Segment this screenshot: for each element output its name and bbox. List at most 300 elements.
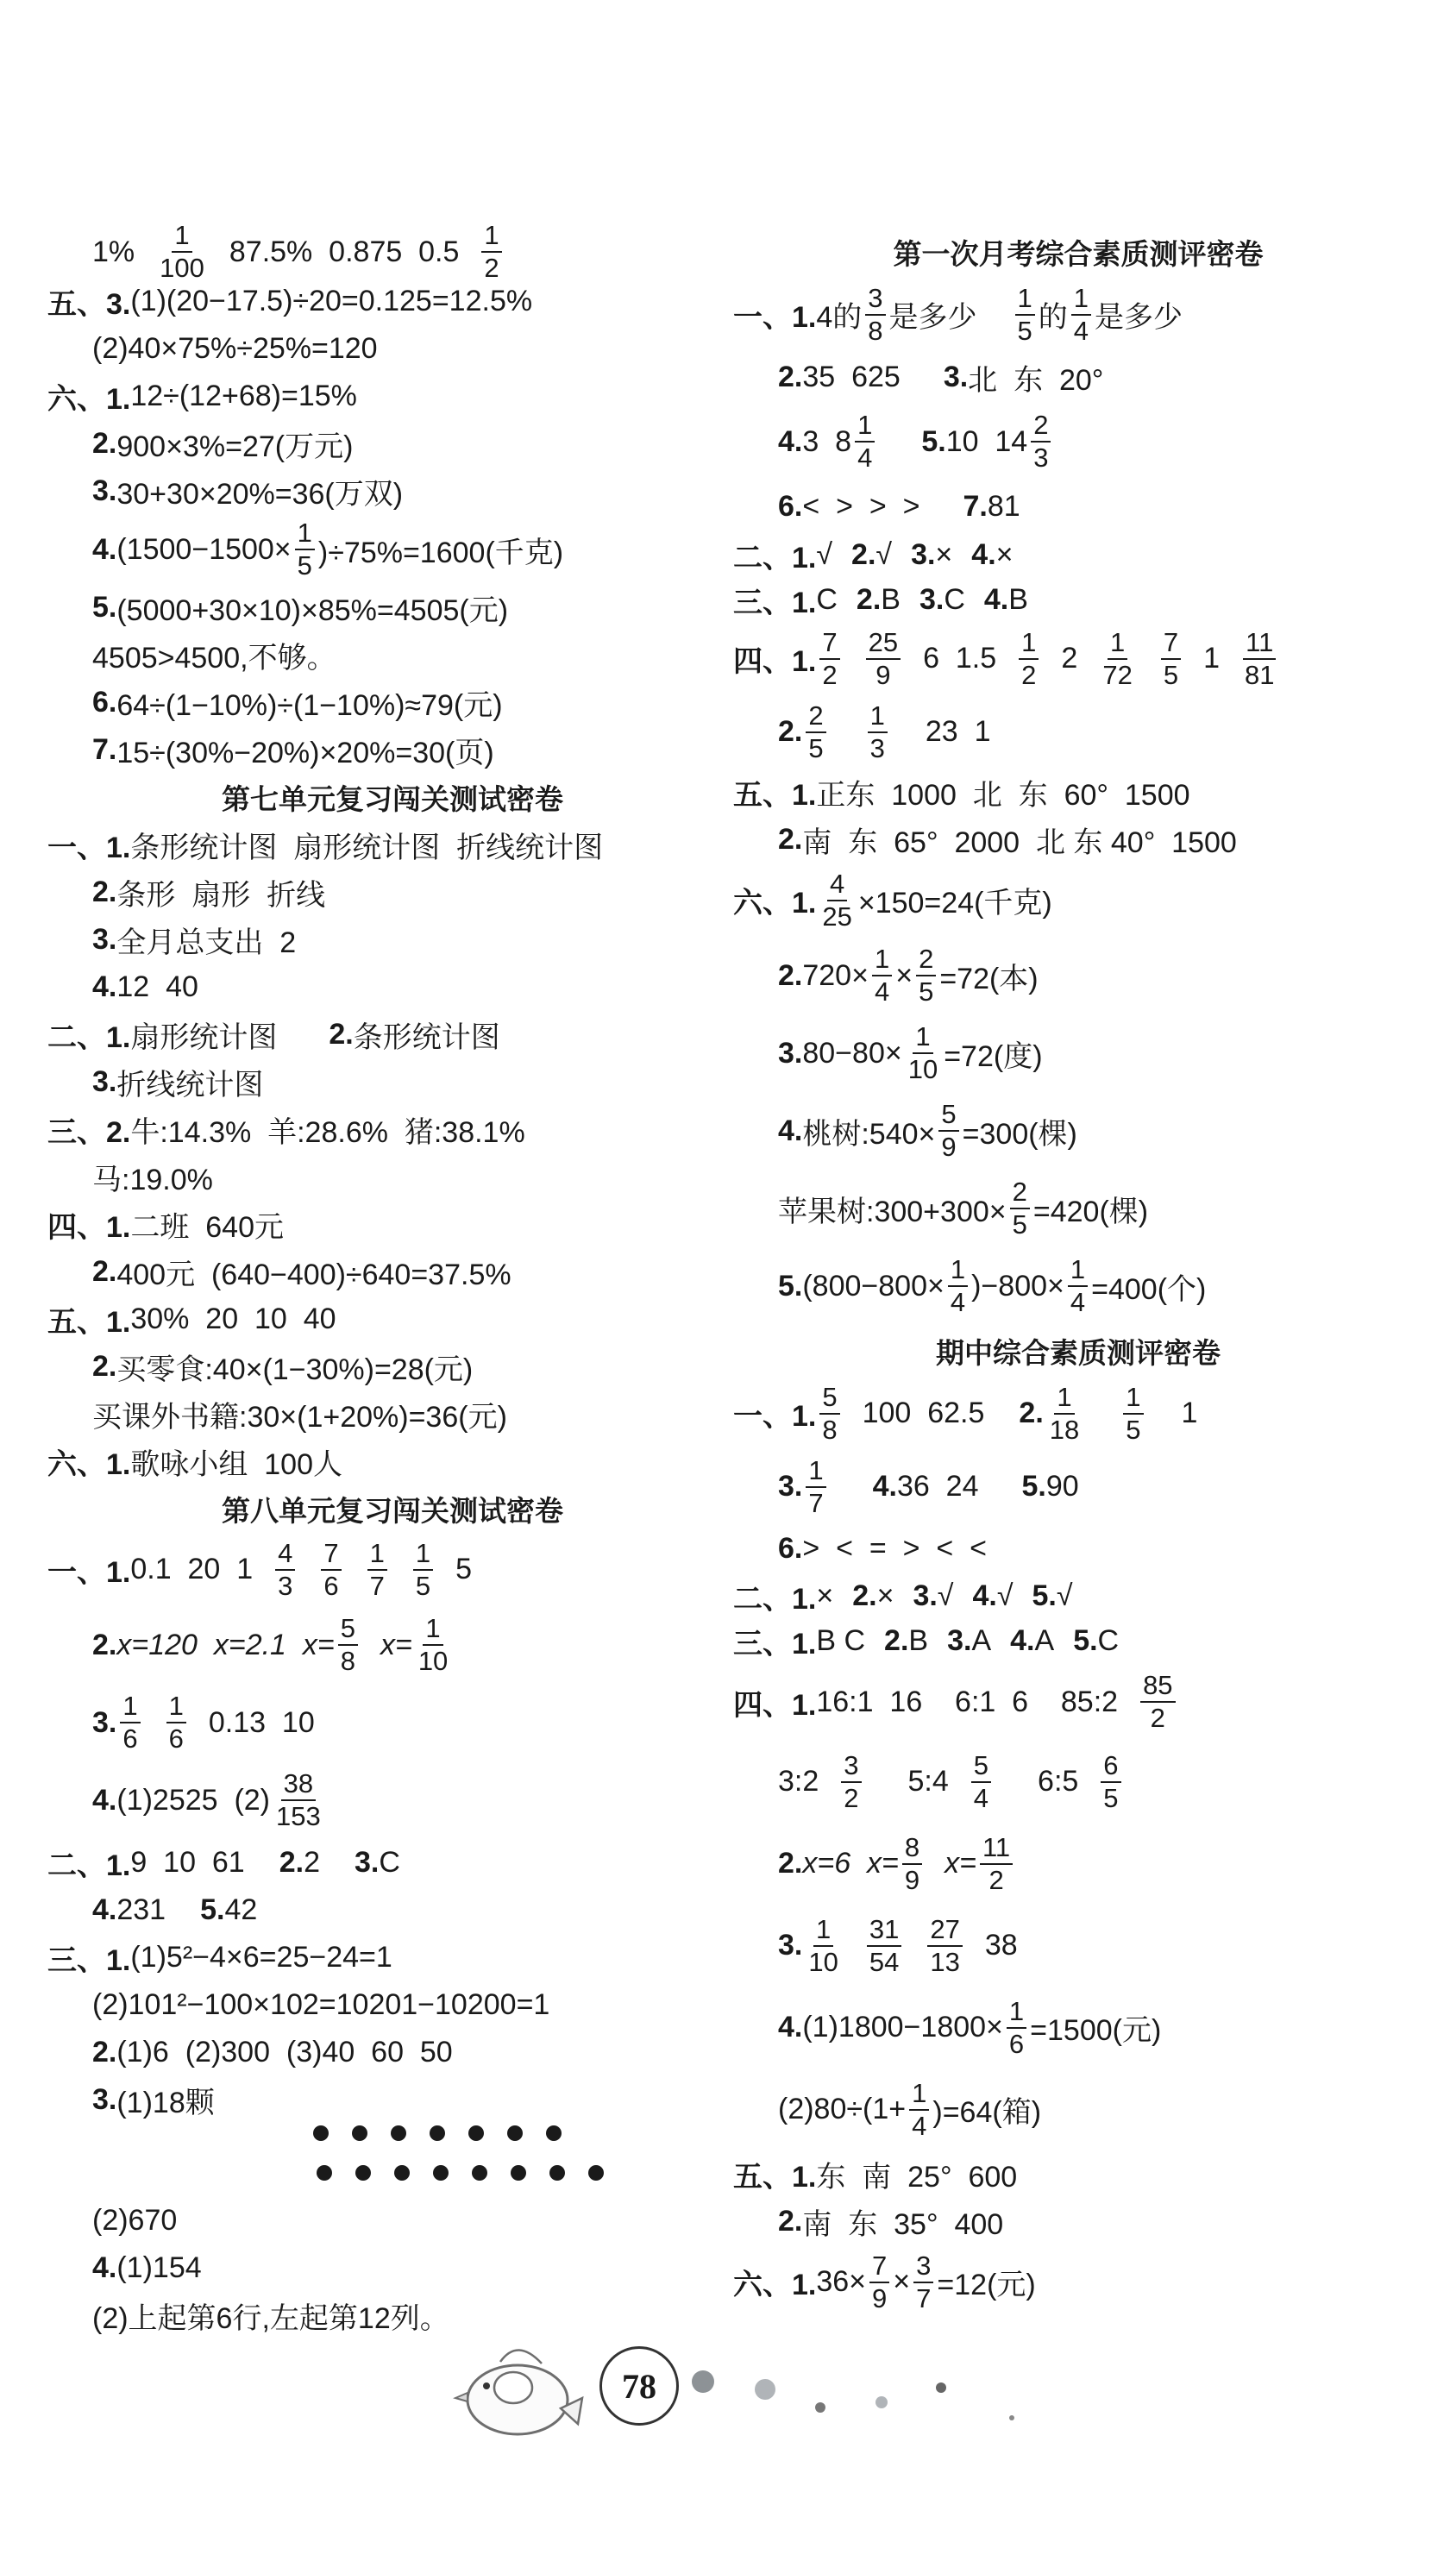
answer-line [733,532,1423,577]
answer-text: (1)(20−17.5)÷20=0.125=12.5% [130,285,533,317]
answer-line [47,916,737,964]
fraction: $\frac{11}{2}$ [980,1832,1013,1896]
question-label: 3. [778,1036,803,1070]
answer-line [733,1170,1423,1247]
fraction: $\frac{8}{9}$ [902,1832,922,1896]
answer-line [47,1248,737,1296]
answer-text: (1)6 (2)300 (3)40 60 50 [116,2036,453,2068]
answer-text: 苹果树:300+300× [778,1195,1007,1228]
answer-text: 3 8 [802,424,852,458]
answer-text: 0.1 20 1 [130,1553,254,1585]
answer-line [47,2197,737,2244]
answer-line [47,1981,737,2029]
question-label: 4. [92,1783,117,1817]
answer-text: (1)154 [116,2251,202,2284]
question-label: 五、1. [733,779,817,812]
answer-line [47,726,737,774]
answer-text: (1)18颗 [116,2087,215,2119]
question-label: 六、1. [47,383,131,416]
fraction: 5 8 [819,1382,839,1446]
question-label: 2. [856,582,882,616]
answer-text: 23 1 [925,715,991,748]
answer-line [733,1092,1423,1170]
answer-text: √ [996,1579,1014,1612]
answer-text: (2)670 [92,2204,178,2237]
dot [352,2125,367,2141]
question-label: 5. [200,1893,225,1926]
answer-text: 马:19.0% [92,1164,213,1196]
question-label: 2. [884,1623,909,1657]
answer-line [47,1438,737,1485]
dot [313,2125,329,2141]
fraction: $\frac{2}{5}$ [1010,1177,1030,1240]
dot [549,2165,565,2181]
answer-line [47,1011,737,1058]
question-label: 4. [778,424,803,458]
answer-line [733,769,1423,816]
answer-text: =420(棵) [1032,1195,1149,1228]
fraction: 1 5 [1123,1382,1143,1446]
section-heading: 第八单元复习闯关测试密卷 [222,1495,563,1527]
question-label: 5. [1073,1623,1098,1657]
answer-text: (1)5²−4×6=25−24=1 [130,1941,392,1974]
answer-text: x= [945,1847,976,1880]
answer-line [47,1533,737,1606]
answer-text: =1500(元) [1030,2014,1162,2047]
answer-text: =72(本) [939,962,1039,995]
answer-text: × [816,1579,834,1612]
fraction: $\frac{7}{9}$ [869,2251,889,2314]
answer-text: 30% 20 10 40 [130,1303,336,1335]
fraction: 7 2 [819,627,839,691]
answer-line [733,2068,1423,2150]
answer-text: 64÷(1−10%)÷(1−10%)≈79(元) [116,689,503,722]
answer-line [47,373,737,420]
answer-line [733,1618,1423,1663]
question-label: 4. [872,1470,897,1503]
fraction: 85 2 [1140,1670,1175,1734]
answer-text: 36× [816,2265,867,2298]
answer-line [47,1886,737,1934]
answer-text: 的 [1038,301,1068,334]
fraction: 2 5 [806,700,825,764]
answer-line [47,1761,737,1839]
fraction: 25 9 [866,627,901,691]
question-label: 3. [778,1929,803,1962]
answer-text: 北 东 20° [968,363,1104,397]
question-label: 2. [92,427,117,460]
question-label: 2. [92,876,117,908]
question-label: 3. [92,1705,117,1739]
question-label: 6. [92,686,117,719]
answer-text: 12 40 [116,970,198,1003]
question-label: 4. [92,2251,117,2284]
answer-text: √ [875,537,893,571]
fraction: 1 6 [120,1691,140,1755]
answer-text: B [1008,582,1028,616]
answer-line [733,1663,1423,1741]
decoration-dot [936,2382,946,2393]
fraction: 1 7 [806,1455,825,1519]
answer-text: (2)80÷(1+ [778,2093,907,2125]
question-label: 6. [778,1531,803,1565]
question-label: 2. [92,1628,117,1661]
fraction: 1 5 [1015,283,1035,347]
answer-line [47,278,737,325]
answer-text: 720× [802,958,869,992]
answer-line [47,1058,737,1106]
answer-text: 条形 扇形 折线 [116,879,326,912]
answer-text: C [379,1846,400,1879]
answer-text: 42 [224,1893,258,1926]
answer-text: 桃树:540× [802,1117,936,1151]
answer-text: < > > > [802,489,920,523]
question-label: 2. [92,1350,117,1383]
answer-text: A [971,1623,992,1657]
fraction: 1 4 [855,410,875,474]
answer-text: 牛:14.3% 羊:28.6% 猪:38.1% [130,1116,525,1149]
question-label: 二、1. [733,1582,817,1616]
answer-line [47,584,737,631]
answer-text: 买课外书籍:30×(1+20%)=36(元) [92,1401,507,1434]
answer-text: 87.5% 0.875 0.5 [229,235,460,268]
dot [468,2125,484,2141]
answer-text: C [944,582,965,616]
answer-line [47,1343,737,1390]
fraction: 1 10 [808,1913,838,1977]
dot [355,2165,371,2181]
decoration-dot [875,2396,888,2408]
answer-text: =400(个) [1091,1272,1207,1306]
answer-line [47,1684,737,1761]
question-label: 2. [329,1018,354,1051]
dot [433,2165,449,2181]
question-label: 2. [778,2205,803,2238]
answer-text: 90 [1045,1470,1079,1503]
dot [394,2165,410,2181]
fraction: 1 3 [868,700,888,764]
fraction: 11 81 [1245,626,1275,690]
page-footer [449,2329,1052,2458]
question-label: 4. [778,1114,803,1147]
answer-text: =300(棵) [962,1117,1077,1151]
dot [391,2125,406,2141]
answer-line [733,2198,1423,2245]
answer-text: 正东 1000 北 东 60° 1500 [816,779,1190,812]
answer-text: x= [380,1628,412,1661]
answer-text: 6:5 [1038,1765,1079,1798]
answer-text: 南 东 65° 2000 北 东 40° 1500 [802,826,1237,859]
question-label: 4. [92,970,117,1003]
answer-text: 12÷(12+68)=15% [130,380,357,412]
answer-line [47,679,737,726]
answer-text: (1500−1500× [116,532,292,566]
fraction: $\frac{3}{7}$ [913,2251,933,2314]
question-label: 3. [92,474,117,507]
fraction: 1 2 [1019,627,1039,691]
answer-text: 900×3%=27(万元) [116,430,354,463]
dot [588,2165,604,2181]
dot-figure [47,2124,737,2197]
answer-text: 5 [455,1553,473,1585]
answer-text: 4的 [816,301,863,334]
answer-text: √ [1056,1579,1073,1612]
answer-line [47,1201,737,1248]
answer-line [733,1741,1423,1823]
question-label: 5. [1021,1470,1046,1503]
answer-line [47,2244,737,2292]
question-label: 5. [921,424,946,458]
answer-text: 东 南 25° 600 [816,2161,1018,2194]
dot [472,2165,487,2181]
question-label: 7. [92,733,117,766]
answer-line [733,1573,1423,1618]
answer-line [733,2245,1423,2319]
question-label: 2. [851,537,876,571]
question-label: 2. [778,715,803,748]
answer-text: 80−80× [802,1036,902,1070]
question-label: 三、1. [733,1627,817,1660]
answer-text: × [935,537,953,571]
answer-line [47,1390,737,1438]
answer-line [733,1905,1423,1987]
fraction: $\frac{5}{9}$ [938,1099,958,1163]
answer-line [733,351,1423,403]
answer-line [733,278,1423,351]
fraction: $\frac{1}{10}$ [907,1021,938,1084]
fraction: 1 7 [367,1538,387,1602]
question-label: 二、1. [733,541,817,574]
answer-text: 2 [1061,642,1078,675]
page-number: 78 [599,2346,679,2426]
answer-text: 38 [984,1929,1018,1962]
answer-line [733,622,1423,695]
answer-line [47,468,737,515]
fraction: 27 13 [927,1914,962,1978]
answer-text: B C [816,1623,866,1657]
question-label: 三、2. [47,1116,131,1149]
fraction: 31 54 [867,1914,901,1978]
answer-text: 南 东 35° 400 [802,2208,1004,2241]
fraction: 2 3 [1031,410,1051,474]
question-label: 四、1. [47,1211,131,1244]
answer-text: 3:2 [778,1765,819,1798]
question-label: 一、1. [47,1556,131,1589]
fraction: $\frac{1}{4}$ [872,944,892,1008]
answer-text: 15÷(30%−20%)×20%=30(页) [116,737,494,769]
answer-text: 400元 (640−400)÷640=37.5% [116,1259,511,1291]
answer-line [733,1987,1423,2068]
answer-text: 条形统计图 扇形统计图 折线统计图 [130,832,604,864]
section-heading: 第一次月考综合素质测评密卷 [893,237,1264,270]
fraction: $\frac{5}{8}$ [338,1613,358,1677]
answer-text: (2)40×75%÷25%=120 [92,332,378,365]
answer-text: x=120 x=2.1 x= [116,1628,335,1661]
dot [430,2125,445,2141]
answer-text: (2)101²−100×102=10201−10200=1 [92,1988,550,2021]
answer-text: ×150=24(千克) [857,887,1052,920]
dot [546,2125,562,2141]
question-label: 六、1. [47,1448,131,1481]
question-label: 3. [92,2083,117,2116]
fraction: $\frac{1}{5}$ [295,518,315,581]
answer-text: 条形统计图 [353,1021,500,1054]
question-label: 3. [919,582,945,616]
answer-text: 81 [987,489,1020,523]
answer-line [733,937,1423,1014]
fraction: $\frac{2}{5}$ [916,944,936,1008]
answer-text: 4505>4500,不够。 [92,642,336,675]
answer-text: × [995,537,1014,571]
answer-line [733,1823,1423,1905]
answer-text: 100 62.5 [862,1397,985,1429]
answer-text: 扇形统计图 [130,1021,278,1054]
answer-text: 全月总支出 2 [116,926,297,959]
question-label: 3. [943,360,969,393]
fraction: 1 18 [1049,1381,1080,1445]
fraction: $\frac{1}{10}$ [417,1613,449,1676]
answer-text: × [895,958,913,992]
answer-line [733,1450,1423,1523]
bird-icon [449,2329,587,2450]
answer-text: 买零食:40×(1−30%)=28(元) [116,1353,474,1386]
question-label: 4. [972,1579,997,1612]
question-label: 四、1. [733,1688,817,1722]
question-label: 2. [778,360,803,393]
decoration-dot [815,2402,825,2413]
answer-line [47,2029,737,2076]
answer-line [47,1296,737,1343]
question-label: 4. [971,537,996,571]
answer-line [47,2076,737,2124]
question-label: 6. [778,489,803,523]
question-label: 3. [913,1579,938,1612]
question-label: 一、1. [47,832,131,864]
answer-text: )=64(箱) [932,2096,1042,2129]
answer-text: √ [816,537,833,571]
answer-line [733,863,1423,937]
answer-text: √ [937,1579,954,1612]
fraction: $\frac{4}{25}$ [822,868,852,932]
question-label: 一、1. [733,301,817,334]
question-label: 2. [852,1579,877,1612]
right-column [733,226,1423,2319]
fraction: $\frac{1}{6}$ [1007,1996,1026,2060]
dot [511,2165,526,2181]
answer-text: 是多少 [888,301,977,334]
answer-text: × [893,2265,911,2298]
question-label: 五、1. [47,1306,131,1339]
answer-text: x=6 x= [802,1847,899,1880]
answer-text: A [1034,1623,1055,1657]
answer-line [47,869,737,916]
answer-line [47,964,737,1011]
question-label: 3. [947,1623,972,1657]
question-label: 2. [92,1255,117,1288]
question-label: 5. [92,591,117,624]
answer-text: =12(元) [937,2269,1036,2301]
dot [507,2125,523,2141]
answer-line [733,577,1423,622]
question-label: 一、1. [733,1400,817,1433]
answer-line [47,220,737,283]
answer-text: 0.13 10 [208,1705,315,1739]
answer-text: 35 625 [802,360,901,393]
question-label: 六、1. [733,887,817,920]
question-label: 五、1. [733,2161,817,2194]
answer-text: 歌咏小组 100人 [130,1448,342,1481]
question-label: 2. [92,2036,117,2068]
answer-line [733,1014,1423,1092]
dot [317,2165,332,2181]
fraction: 5 4 [971,1750,991,1814]
answer-line [733,816,1423,863]
fraction: 1 6 [166,1691,186,1755]
question-label: 2. [778,823,803,856]
section-heading: 第七单元复习闯关测试密卷 [222,783,563,815]
fraction: 3 2 [841,1750,861,1814]
answer-text: 6 1.5 [923,642,997,675]
question-label: 4. [92,532,117,566]
answer-line [733,480,1423,532]
question-label: 2. [778,1847,803,1880]
answer-text: 是多少 [1095,301,1183,334]
answer-text: )−800× [971,1269,1064,1303]
left-column [47,220,737,2339]
answer-text: B [908,1623,929,1657]
answer-line [733,2150,1423,2198]
answer-text: (1)2525 (2) [116,1783,270,1817]
answer-line [47,325,737,373]
answer-text: 9 10 61 [130,1846,245,1879]
question-label: 二、1. [47,1021,131,1054]
question-label: 2. [1019,1397,1044,1429]
answer-line [733,1523,1423,1573]
fraction: $\frac{1}{4}$ [1068,1254,1088,1318]
decoration-dot [692,2370,714,2393]
question-label: 六、1. [733,2269,817,2301]
answer-text: 2 [304,1846,320,1879]
answer-text: 5:4 [907,1765,949,1798]
answer-text: 16:1 16 6:1 6 85:2 [816,1685,1119,1718]
question-label: 4. [778,2011,803,2043]
question-label: 5. [1032,1579,1057,1612]
fraction: 38 153 [276,1768,321,1831]
answer-text: 10 14 [945,424,1028,458]
answer-line [47,1153,737,1201]
answer-text: (1)1800−1800× [802,2011,1003,2043]
answer-text: B [881,582,901,616]
fraction: 3 8 [865,283,885,347]
answer-text: C [816,582,838,616]
question-label: 二、1. [47,1849,131,1882]
answer-text: 1 [1203,642,1220,675]
question-label: 2. [778,958,803,992]
answer-text: 折线统计图 [116,1069,264,1102]
answer-line [47,1606,737,1684]
answer-text: 二班 640元 [130,1211,284,1244]
answer-text: (800−800× [802,1269,945,1303]
question-label: 五、3. [47,288,131,321]
question-label: 三、1. [733,586,817,619]
answer-line [47,1106,737,1153]
fraction: 1 72 [1102,626,1133,690]
question-label: 3. [354,1846,380,1879]
answer-text: 30+30×20%=36(万双) [116,478,404,511]
answer-text: (5000+30×10)×85%=4505(元) [116,594,509,627]
answer-text: 36 24 [896,1470,979,1503]
answer-text: =72(度) [944,1039,1043,1073]
